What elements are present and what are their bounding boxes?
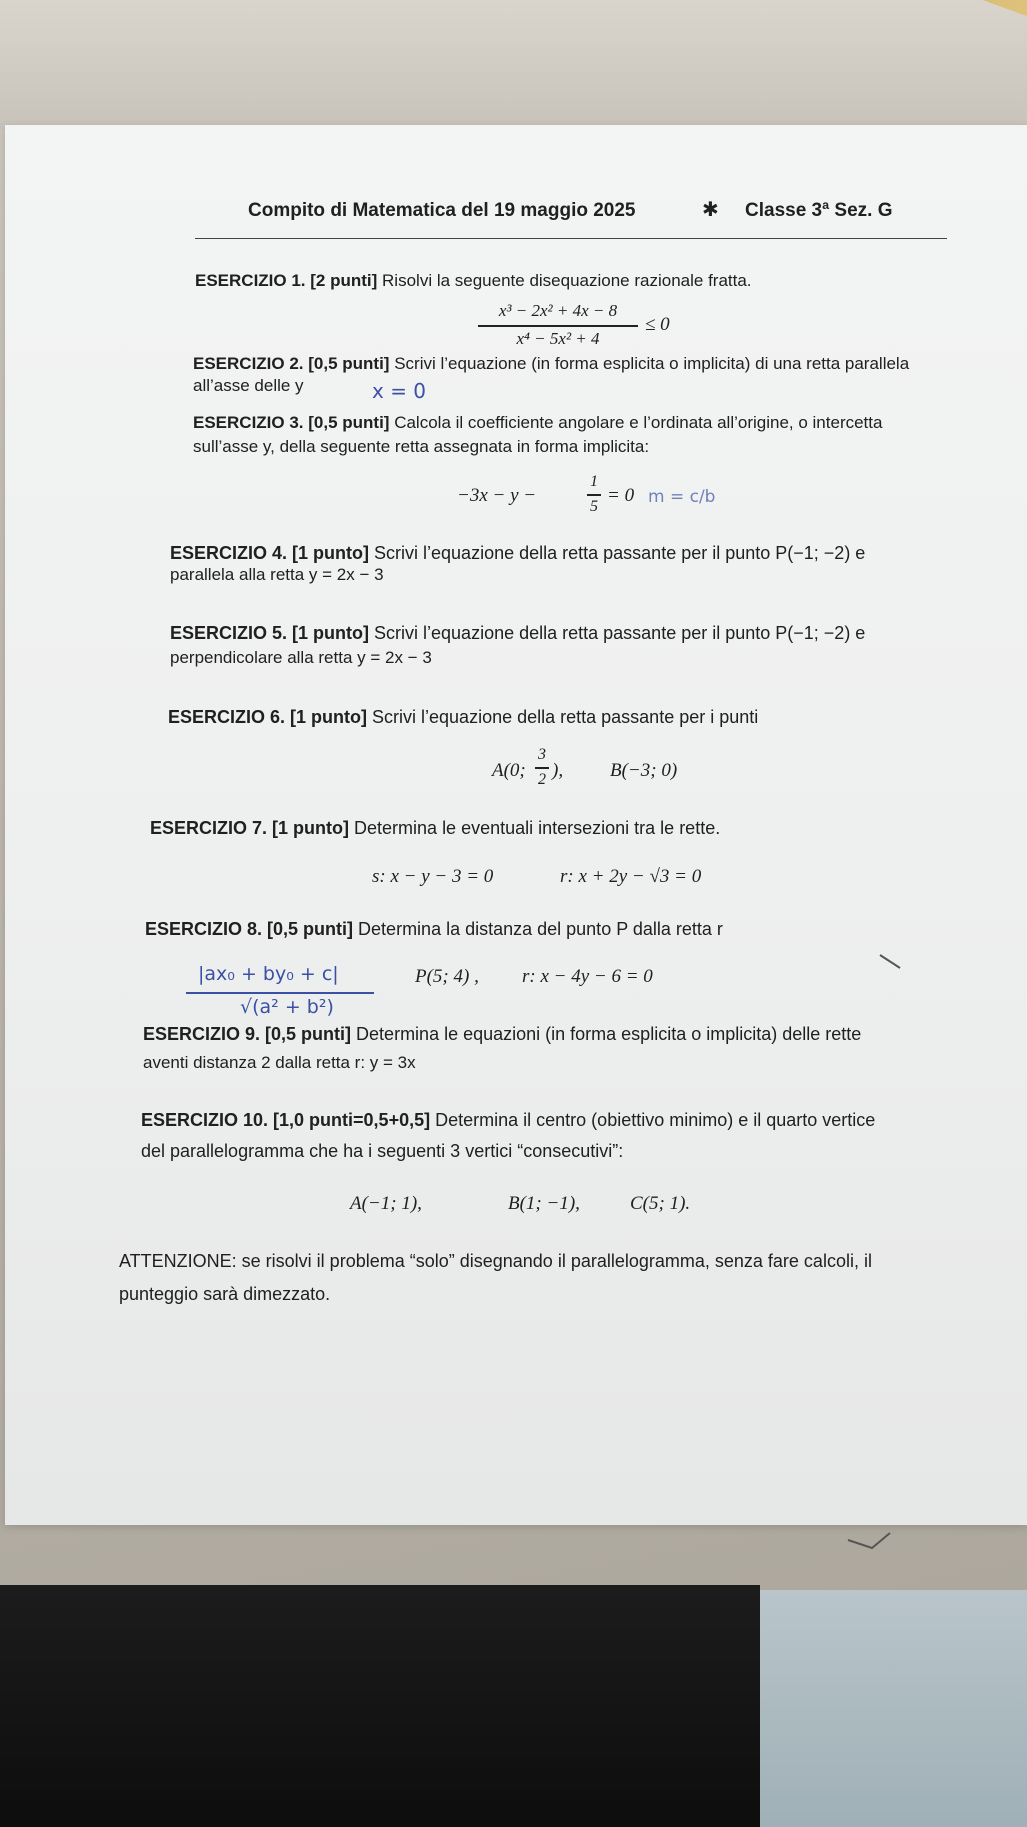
exercise-7-line-r: r: x + 2y − √3 = 0 xyxy=(560,866,702,887)
exercise-2-text: Scrivi l’equazione (in forma esplicita o implicita) di una retta parallela xyxy=(394,354,910,373)
exercise-3-frac-num: 1 xyxy=(590,473,598,490)
exercise-6-point-a-right: ), xyxy=(552,760,564,781)
exercise-10-line2: del parallelogramma che ha i seguenti 3 vertici “consecutivi”: xyxy=(141,1141,624,1161)
exercise-6-frac-num: 3 xyxy=(538,746,546,763)
exercise-1-heading: ESERCIZIO 1. [2 punti] xyxy=(195,271,378,290)
exercise-7-heading: ESERCIZIO 7. [1 punto] xyxy=(150,818,350,838)
exercise-10-vertex-b: B(1; −1), xyxy=(508,1193,580,1214)
exercise-9-line2: aventi distanza 2 dalla retta r: y = 3x xyxy=(143,1053,416,1072)
warning-line2: punteggio sarà dimezzato. xyxy=(119,1284,331,1304)
exercise-4-line2: parallela alla retta y = 2x − 3 xyxy=(170,565,384,584)
exercise-10-vertex-c: C(5; 1). xyxy=(630,1193,691,1214)
exercise-1-text: Risolvi la seguente disequazione razionale fratta. xyxy=(382,271,752,290)
exercise-4-text: Scrivi l’equazione della retta passante per il punto P(−1; −2) e xyxy=(374,543,866,563)
exercise-8-point: P(5; 4) , xyxy=(415,966,479,987)
exercise-1-denominator: x⁴ − 5x² + 4 xyxy=(516,329,600,348)
exercise-3-handwriting: m = c/b xyxy=(648,487,716,507)
class-label: Classe 3ª Sez. G xyxy=(745,200,893,221)
exercise-3-formula-right: = 0 xyxy=(607,485,635,506)
exercise-6-point-b: B(−3; 0) xyxy=(610,760,678,781)
exercise-1-relation: ≤ 0 xyxy=(645,314,670,335)
check-mark-icon xyxy=(848,1533,890,1548)
exercise-5-text: Scrivi l’equazione della retta passante per il punto P(−1; −2) e xyxy=(374,623,866,643)
exercise-6-text: Scrivi l’equazione della retta passante per i punti xyxy=(372,707,759,727)
exercise-3-text: Calcola il coefficiente angolare e l’ordinata all’origine, o intercetta xyxy=(394,413,883,432)
exercise-1-numerator: x³ − 2x² + 4x − 8 xyxy=(498,301,618,320)
exercise-6-frac-den: 2 xyxy=(538,771,546,788)
exercise-8-handwriting-den: √(a² + b²) xyxy=(240,996,334,1018)
exercise-8-heading: ESERCIZIO 8. [0,5 punti] xyxy=(145,919,354,939)
exercise-10-vertex-a: A(−1; 1), xyxy=(350,1193,422,1214)
star-icon: ✱ xyxy=(702,199,719,221)
pen-stroke-mark xyxy=(880,955,900,968)
exercise-7-text: Determina le eventuali intersezioni tra le rette. xyxy=(354,818,721,838)
exercise-8-handwriting-num: |ax₀ + by₀ + c| xyxy=(198,963,339,985)
exercise-10-text: Determina il centro (obiettivo minimo) e il quarto vertice xyxy=(435,1110,876,1130)
exercise-3-line2: sull’asse y, della seguente retta assegnata in forma implicita: xyxy=(193,437,650,456)
exercise-2-heading: ESERCIZIO 2. [0,5 punti] xyxy=(193,354,390,373)
exercise-5-heading: ESERCIZIO 5. [1 punto] xyxy=(170,623,370,643)
exercise-2-line2: all’asse delle y xyxy=(193,376,304,395)
exercise-9-heading: ESERCIZIO 9. [0,5 punti] xyxy=(143,1024,352,1044)
exercise-3-formula-left: −3x − y − xyxy=(457,485,537,506)
exercise-4-heading: ESERCIZIO 4. [1 punto] xyxy=(170,543,370,563)
exercise-8-text: Determina la distanza del punto P dalla retta r xyxy=(358,919,723,939)
exercise-6-point-a-left: A(0; xyxy=(492,760,526,781)
exercise-5-line2: perpendicolare alla retta y = 2x − 3 xyxy=(170,648,432,667)
exercise-3-heading: ESERCIZIO 3. [0,5 punti] xyxy=(193,413,390,432)
exam-title: Compito di Matematica del 19 maggio 2025 xyxy=(248,200,636,221)
exercise-7-line-s: s: x − y − 3 = 0 xyxy=(372,866,494,887)
exercise-9-text: Determina le equazioni (in forma esplicita o implicita) delle rette xyxy=(356,1024,862,1044)
exercise-3-frac-den: 5 xyxy=(590,498,598,515)
exercise-2-handwriting: x = 0 xyxy=(372,379,427,403)
exercise-8-line-r: r: x − 4y − 6 = 0 xyxy=(522,966,653,987)
exercise-10-heading: ESERCIZIO 10. [1,0 punti=0,5+0,5] xyxy=(141,1110,431,1130)
exercise-6-heading: ESERCIZIO 6. [1 punto] xyxy=(168,707,368,727)
warning-line1: ATTENZIONE: se risolvi il problema “solo” disegnando il parallelogramma, senza fare calcoli, il xyxy=(119,1251,872,1271)
